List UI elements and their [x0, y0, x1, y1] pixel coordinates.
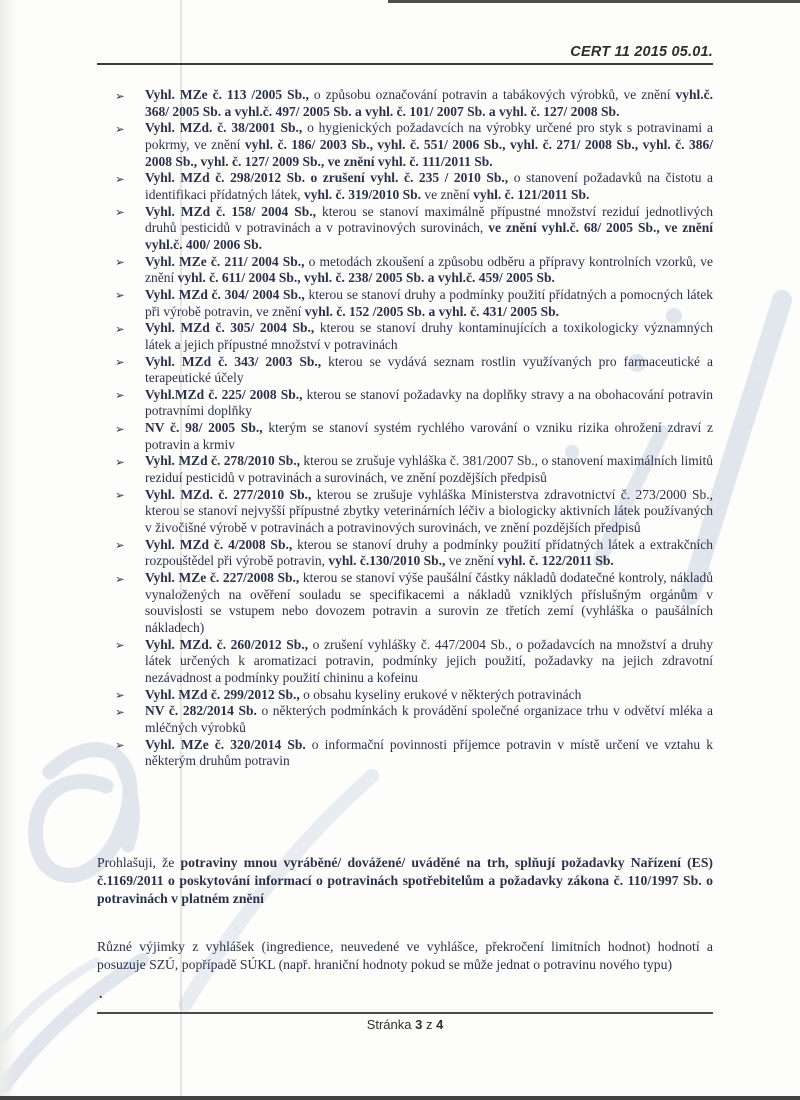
- regulation-text: Vyhl. MZe č. 320/2014 Sb. o informační povinnosti příjemce potravin v místě určení ve vztahu k některým druhům potravin: [145, 736, 713, 769]
- regulation-list-item: [97, 453, 713, 486]
- regulation-text: Vyhl. MZd č. 298/2012 Sb. o zrušení vyhl. č. 235 / 2010 Sb., o stanovení požadavků na čistotu a identifikaci přídatných látek, vyhl. č. 319/2010 Sb. ve znění vyhl. č. 121/2011 Sb.: [145, 170, 714, 202]
- regulation-text: Vyhl. MZd. č. 260/2012 Sb., o zrušení vyhlášky č. 447/2004 Sb., o požadavcích na množství a druhy látek určených k aromatizaci potravin, podmínky jejich použití, požadavky na jejich zdravotní nezávadnost a podmínky použití chininu a kofeinu: [145, 636, 713, 685]
- arrow-bullet-icon: ➢: [115, 704, 125, 719]
- regulation-list-item: [97, 420, 713, 453]
- arrow-bullet-icon: ➢: [115, 421, 125, 436]
- regulation-list-item: [97, 637, 713, 687]
- arrow-bullet-icon: ➢: [115, 571, 125, 586]
- page-number: Stránka 3 z 4: [366, 1017, 444, 1032]
- regulation-text: Vyhl. MZe č. 211/ 2004 Sb., o metodách zkoušení a způsobu odběru a přípravy kontrolních vzorků, ve znění vyhl. č. 611/ 2004 Sb., vyhl. č. 238/ 2005 Sb. a vyhl.č. 459/ 2005 Sb.: [145, 253, 713, 286]
- scan-artifact-bottom-edge: [0, 1096, 800, 1100]
- scan-artifact-top-edge: [388, 0, 800, 3]
- arrow-bullet-icon: ➢: [115, 255, 125, 270]
- regulation-text: Vyhl. MZd č. 304/ 2004 Sb., kterou se stanoví druhy a podmínky použití přídatných a pomocných látek při výrobě potravin, ve znění vyhl. č. 152 /2005 Sb. a vyhl. č. 431/ 2005 Sb.: [145, 286, 713, 319]
- arrow-bullet-icon: ➢: [115, 121, 125, 136]
- arrow-bullet-icon: ➢: [115, 688, 125, 703]
- regulation-text: Vyhl.MZd č. 225/ 2008 Sb., kterou se stanoví požadavky na doplňky stravy a na obohacování potravin potravními doplňky: [145, 386, 713, 419]
- regulation-list-item: [97, 87, 713, 120]
- arrow-bullet-icon: ➢: [115, 88, 125, 103]
- footer-rule: [97, 1012, 713, 1014]
- stray-dot: .: [99, 986, 103, 1001]
- declaration-paragraph: Prohlašuji, že potraviny mnou vyráběné/ dovážené/ uváděné na trh, splňují požadavky Nařízení (ES) č.1169/2011 o poskytování informací o potravinách spotřebitelům a požadavky zákona č. 110/1997 Sb. o potravinách v platném znění: [97, 855, 713, 907]
- regulation-text: NV č. 98/ 2005 Sb., kterým se stanoví systém rychlého varování o vzniku rizika ohrožení zdraví z potravin a krmiv: [145, 420, 713, 452]
- regulation-text: Vyhl. MZd č. 299/2012 Sb., o obsahu kyseliny erukové v některých potravinách: [145, 686, 582, 702]
- regulation-list-item: [97, 703, 713, 736]
- regulation-list-item: [97, 687, 713, 704]
- regulation-list-item: [97, 387, 713, 420]
- regulation-text: Vyhl. MZd. č. 38/2001 Sb., o hygienických požadavcích na výrobky určené pro styk s potravinami a pokrmy, ve znění vyhl. č. 186/ 2003 Sb., vyhl. č. 551/ 2006 Sb., vyhl. č. 271/ 2008 Sb., vyhl. č. 386/ 2008 Sb., vyhl. č. 127/ 2009 Sb., ve znění vyhl. č. 111/2011 Sb.: [145, 120, 713, 169]
- regulation-list-item: [97, 537, 713, 570]
- header-rule: [97, 63, 713, 65]
- regulation-list-item: [97, 287, 713, 320]
- arrow-bullet-icon: ➢: [115, 738, 125, 753]
- regulation-text: Vyhl. MZe č. 113 /2005 Sb., o způsobu označování potravin a tabákových výrobků, ve znění vyhl.č. 368/ 2005 Sb. a vyhl.č. 497/ 2005 Sb. a vyhl. č. 101/ 2007 Sb. a vyhl. č. 127/ 2008 Sb.: [145, 87, 713, 119]
- arrow-bullet-icon: ➢: [115, 388, 125, 403]
- regulation-list-item: [97, 320, 713, 353]
- regulation-text: Vyhl. MZd č. 343/ 2003 Sb., kterou se vydává seznam rostlin využívaných pro farmaceutické a terapeutické účely: [145, 353, 713, 386]
- arrow-bullet-icon: ➢: [115, 288, 125, 303]
- arrow-bullet-icon: ➢: [115, 538, 125, 553]
- regulation-text: NV č. 282/2014 Sb. o některých podmínkách k provádění společné organizace trhu v odvětví mléka a mléčných výrobků: [145, 703, 713, 735]
- arrow-bullet-icon: ➢: [115, 321, 125, 336]
- regulation-text: Vyhl. MZd č. 4/2008 Sb., kterou se stanoví druhy a podmínky použití přídatných látek a extrakčních rozpouštědel při výrobě potravin, vyhl. č.130/2010 Sb., ve znění vyhl. č. 122/2011 Sb.: [145, 536, 713, 569]
- arrow-bullet-icon: ➢: [115, 355, 125, 369]
- regulation-text: Vyhl. MZd č. 158/ 2004 Sb., kterou se stanoví maximálně přípustné množství reziduí jednotlivých druhů pesticidů v potravinách a v potravinových surovinách, ve znění vyhl.č. 68/ 2005 Sb., ve znění vyhl.č. 400/ 2006 Sb.: [145, 203, 713, 252]
- regulation-list: [97, 87, 713, 770]
- arrow-bullet-icon: ➢: [115, 638, 125, 653]
- arrow-bullet-icon: ➢: [115, 205, 125, 220]
- regulation-text: Vyhl. MZd č. 278/2010 Sb., kterou se zrušuje vyhláška č. 381/2007 Sb., o stanovení maximálních limitů reziduí pesticidů v potravinách a surovinách, ve znění pozdějších předpisů: [145, 453, 713, 486]
- regulation-list-item: [97, 487, 713, 537]
- regulation-text: Vyhl. MZe č. 227/2008 Sb., kterou se stanoví výše paušální částky nákladů dodatečné kontroly, nákladů vynaložených na ověření souladu se specifikacemi a nákladů vzniklých příslušným orgánům v souvislosti se vstupem nebo dovozem potravin a surovin ze třetích zemí (vyhláška o paušálních nákladech): [145, 570, 713, 635]
- regulation-list-item: [97, 737, 713, 770]
- exceptions-paragraph: Různé výjimky z vyhlášek (ingredience, neuvedené ve vyhlášce, překročení limitních hodnot) hodnotí a posuzuje SZÚ, popřípadě SÚKL (např. hraniční hodnoty pokud se může jednat o potravinu nového typu): [97, 939, 713, 973]
- regulation-list-item: [97, 254, 713, 287]
- regulation-list-item: [97, 204, 713, 254]
- scan-left-shading: [0, 0, 16, 1100]
- document-code: CERT 11 2015 05.01.: [570, 44, 713, 60]
- arrow-bullet-icon: ➢: [115, 454, 125, 469]
- regulation-text: Vyhl. MZd č. 305/ 2004 Sb., kterou se stanoví druhy kontaminujících a toxikologicky významných látek a jejich přípustné množství v potravinách: [145, 320, 713, 352]
- arrow-bullet-icon: ➢: [115, 171, 125, 186]
- regulation-list-item: [97, 570, 713, 637]
- regulation-text: Vyhl. MZd. č. 277/2010 Sb., kterou se zrušuje vyhláška Ministerstva zdravotnictví č. 273/2000 Sb., kterou se stanoví nejvyšší přípustné zbytky veterinárních léčiv a biologicky aktivních látek používaných v živočišné výrobě v potravinách a potravinových surovinách, ve znění pozdějších předpisů: [145, 486, 713, 536]
- regulation-list-item: [97, 170, 713, 203]
- arrow-bullet-icon: ➢: [115, 488, 125, 503]
- regulation-list-item: [97, 120, 713, 170]
- regulation-list-item: [97, 354, 713, 387]
